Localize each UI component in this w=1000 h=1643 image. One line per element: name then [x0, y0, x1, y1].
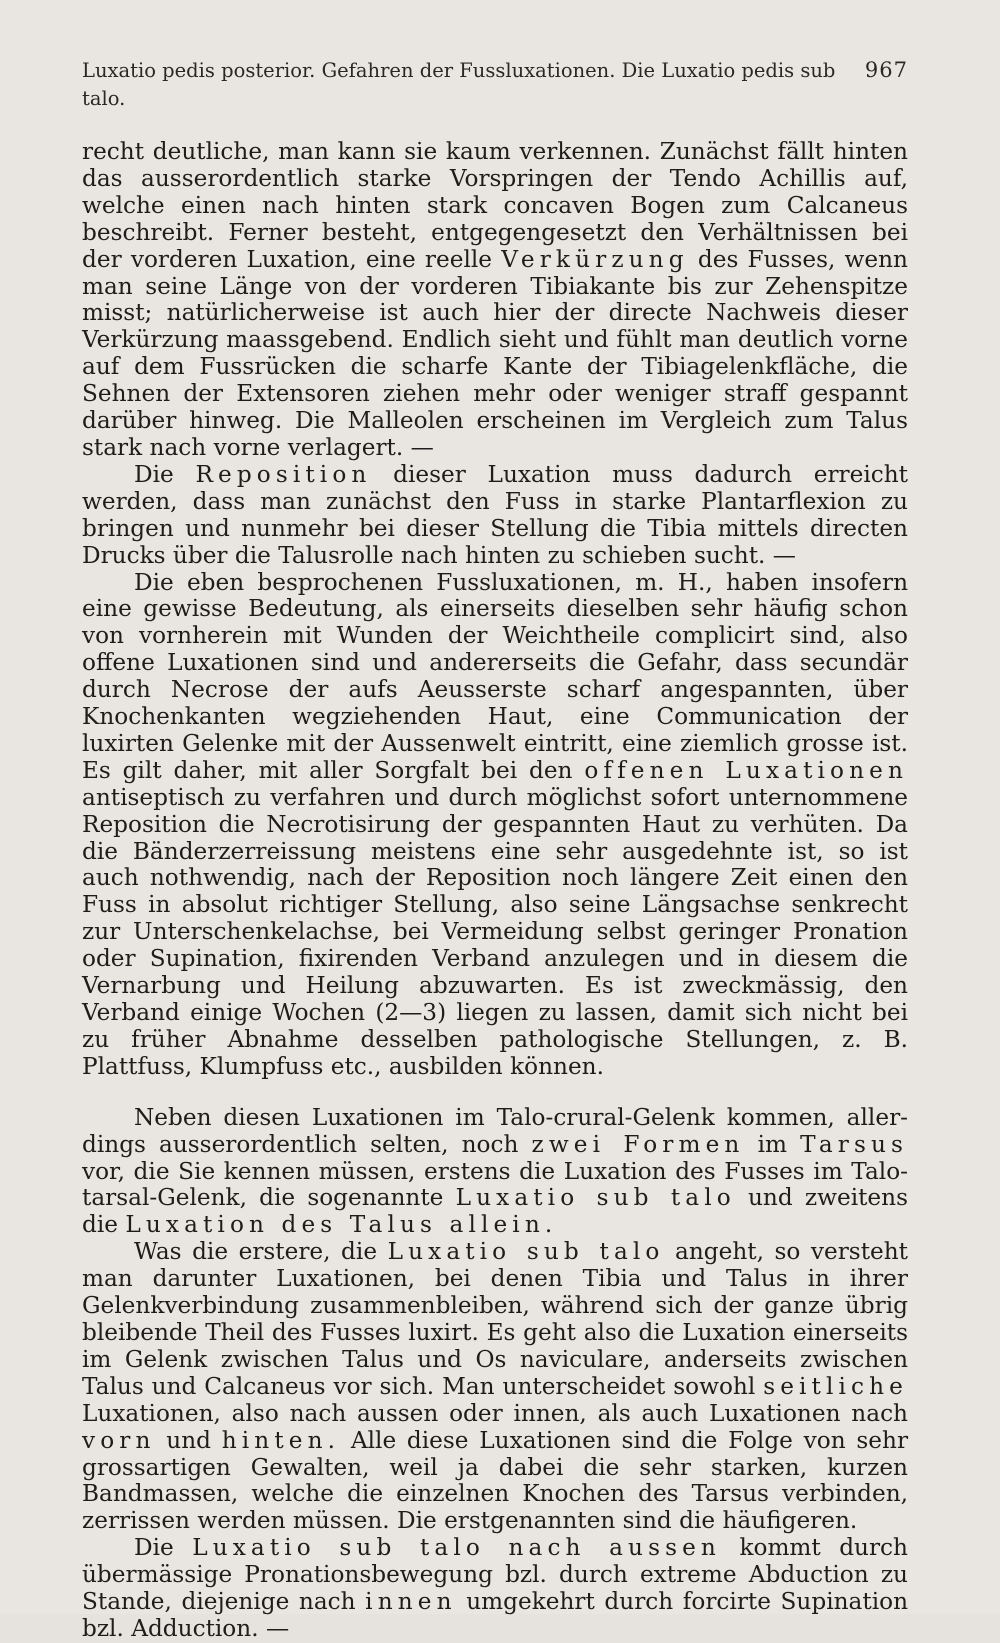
body-text: [82, 139, 908, 1643]
paragraph-3: [82, 570, 908, 1081]
text-run: im: [757, 1130, 787, 1158]
spaced-emphasis: Luxatio sub talo nach aussen: [192, 1534, 721, 1562]
paragraph-2: [82, 462, 908, 570]
spaced-emphasis: innen: [365, 1588, 457, 1616]
text-run: und zweitens die: [82, 1184, 908, 1239]
text-run: angeht, so versteht man darunter Luxationen, bei denen Tibia und Talus in ihrer Gelenkverbindung zusammenbleiben, während sich der ganze übrig bleibende Theil des Fusses luxirt. Es geht also die Luxation einerseits im Gelenk zwischen Talus und Os naviculare, anderseits zwischen Talus und Calcaneus vor sich. Man unterscheidet sowohl: [82, 1238, 908, 1400]
text-run: Die eben besprochenen Fussluxationen, m. H., haben insofern eine gewisse Bedeutung, als einerseits dieselben sehr häufig schon von vornherein mit Wunden der Weichtheile complicirt sind, also offene Luxationen sind und andererseits die Gefahr, dass secundär durch Necrose der aufs Aeusserste scharf angespannten, über Knochenkanten wegziehenden Haut, eine Communication der luxirten Gelenke mit der Aussenwelt eintritt, eine ziemlich grosse ist. Es gilt daher, mit aller Sorgfalt bei den: [82, 568, 908, 784]
paragraph-4: [82, 1105, 908, 1240]
spaced-emphasis: zwei Formen: [531, 1130, 745, 1158]
spaced-emphasis: Verkürzung: [501, 245, 689, 273]
running-title: Luxatio pedis posterior. Gefahren der Fussluxationen. Die Luxatio pedis sub talo.: [82, 59, 836, 110]
spaced-emphasis: Tarsus: [800, 1130, 909, 1158]
spaced-emphasis: seitliche: [763, 1372, 908, 1400]
text-run: Neben diesen Luxationen im Talo-crural-Gelenk kommen, allerdings ausserordentlich selten, noch: [82, 1103, 908, 1158]
spaced-emphasis: vorn: [82, 1426, 156, 1454]
text-run: vor, die Sie kennen müssen, erstens die Luxation des Fusses im Talo-tarsal-Gelenk, die sogenannte: [82, 1157, 908, 1212]
text-run: antiseptisch zu verfahren und durch möglichst sofort unternommene Reposition die Necrotisirung der gespannten Haut zu verhüten. Da die Bänderzerreissung meistens eine sehr ausgedehnte ist, so ist auch nothwendig, nach der Reposition noch längere Zeit einen den Fuss in absolut richtiger Stellung, also seine Längsachse senkrecht zur Unterschenkelachse, bei Vermeidung selbst geringer Pronation oder Supination, fixirenden Verband anzulegen und in diesem die Vernarbung und Heilung abzuwarten. Es ist zweckmässig, den Verband einige Wochen (2—3) liegen zu lassen, damit sich nicht bei zu früher Abnahme desselben pathologische Stellungen, z. B. Plattfuss, Klumpfuss etc., ausbilden können.: [82, 783, 908, 1080]
spaced-emphasis: Luxatio sub talo: [455, 1184, 736, 1212]
spaced-emphasis: hinten.: [221, 1426, 341, 1454]
text-run: Alle diese Luxationen sind die Folge von sehr grossartigen Gewalten, weil ja dabei die sehr starken, kurzen Bandmassen, welche die einzelnen Knochen des Tarsus verbinden, zerrissen werden müssen. Die erstgenannten sind die häufigeren.: [82, 1426, 909, 1535]
spaced-emphasis: offenen Luxationen: [584, 756, 908, 784]
spaced-emphasis: Luxation des Talus allein.: [125, 1211, 558, 1239]
paragraph-1: [82, 139, 908, 462]
text-run: und: [166, 1426, 211, 1454]
text-run: Die: [134, 1534, 174, 1562]
text-run: dieser Luxation muss dadurch erreicht werden, dass man zunächst den Fuss in starke Plantarflexion zu bringen und nunmehr bei dieser Stellung die Tibia mittels directen Drucks über die Talusrolle nach hinten zu schieben sucht. —: [82, 460, 908, 569]
paragraph-6: [82, 1535, 908, 1643]
text-run: Was die erstere, die: [134, 1238, 378, 1266]
page-number: 967: [864, 58, 908, 82]
text-run: Die: [134, 460, 174, 488]
spaced-emphasis: Reposition: [195, 460, 372, 488]
running-head: [82, 56, 908, 113]
text-run: des Fusses, wenn man seine Länge von der vorderen Tibiakante bis zur Zehenspitze misst; natürlicherweise ist auch hier der directe Nachweis dieser Verkürzung maassgebend. Endlich sieht und fühlt man deutlich vorne auf dem Fussrücken die scharfe Kante der Tibiagelenkfläche, die Sehnen der Extensoren ziehen mehr oder weniger straff gespannt darüber hinweg. Die Malleolen erscheinen im Vergleich zum Talus stark nach vorne verlagert. —: [82, 245, 908, 461]
text-run: recht deutliche, man kann sie kaum verkennen. Zunächst fällt hinten das ausserordentlich starke Vorspringen der Tendo Achillis auf, welche einen nach hinten stark concaven Bogen zum Calcaneus beschreibt. Ferner besteht, entgegengesetzt den Verhältnissen bei der vorderen Luxation, eine reelle: [82, 138, 908, 273]
text-run: Luxationen, also nach aussen oder innen, als auch Luxationen nach: [82, 1399, 908, 1427]
text-run: umgekehrt durch forcirte Supination bzl. Adduction. —: [82, 1588, 909, 1642]
paragraph-5: [82, 1239, 908, 1535]
text-run: kommt durch übermässige Pronationsbewegung bzl. durch extreme Abduction zu Stande, diejenige nach: [82, 1534, 908, 1616]
spaced-emphasis: Luxatio sub talo: [387, 1238, 665, 1266]
